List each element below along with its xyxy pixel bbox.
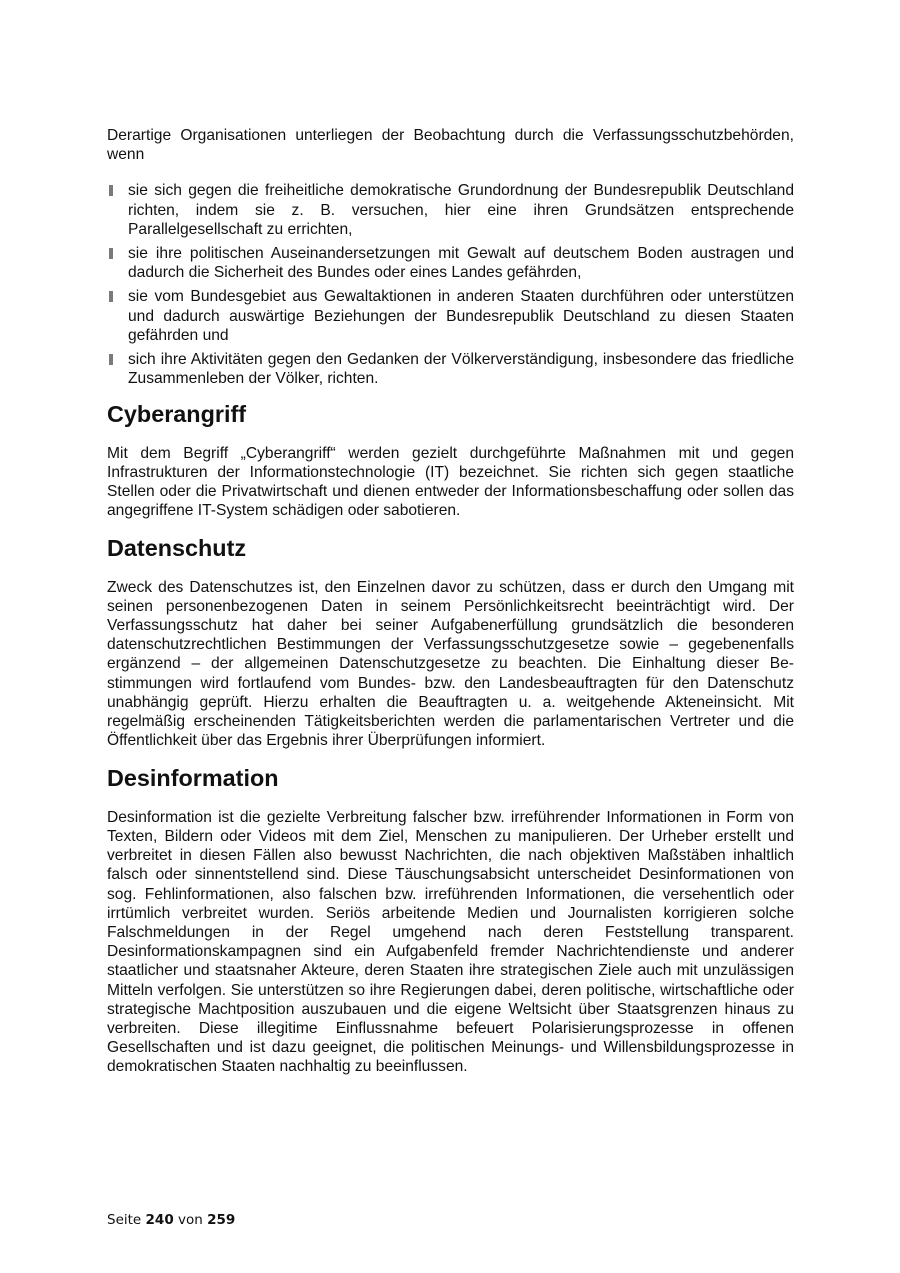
total-page-number: 259 (207, 1212, 236, 1228)
list-item-text: sich ihre Aktivitäten gegen den Gedanken der Völkerverständigung, insbesondere das friedliche Zusammenleben der Völker, richten. (128, 351, 794, 388)
list-item (107, 181, 794, 239)
list-item (107, 244, 794, 282)
section-heading-cyberangriff: Cyberangriff (107, 401, 247, 428)
footer-prefix: Seite (107, 1212, 142, 1228)
list-item-text: sie sich gegen die freiheitliche demokratische Grundordnung der Bundesrepublik Deutschland richten, indem sie z. B. versuchen, hier eine ihren Grundsätzen entsprechende Parallelgesellschaft zu errichten, (128, 182, 794, 238)
list-item-text: sie vom Bundesgebiet aus Gewaltaktionen in anderen Staaten durchführen oder unterstützen und dadurch auswärtige Beziehungen der Bundesrepublik Deutschland zu diesen Staaten gefährden und (128, 288, 794, 344)
criteria-list (107, 181, 794, 388)
bullet-marker-icon (109, 291, 113, 302)
current-page-number: 240 (145, 1212, 174, 1228)
document-body (107, 126, 794, 1096)
section-text-desinformation: Desinformation ist die gezielte Verbreitung falscher bzw. irreführender Informationen in Form von Texten, Bildern oder Videos mit dem Ziel, Menschen zu manipulieren. Der Urheber erstellt und verbreitet in diesen Fällen also bewusst Nachrichten, die nach objektiven Maßstäben inhaltlich falsch oder sinnentstellend sind. Diese Täuschungsabsicht unterscheidet Desinformationen von sog. Fehlinformationen, also falschen bzw. irreführenden Informationen, die versehentlich oder irrtümlich verbreitet wurden. Seriös arbeitende Medien und Journalisten korrigieren solche Falschmeldungen in der Regel umgehend nach deren Feststellung transparent. Desinformationskampagnen sind ein Aufgabenfeld fremder Nachrichtendienste und anderer staatlicher und staatsnaher Akteure, deren Staaten ihre strategischen Ziele auch mit unzulässigen Mitteln verfolgen. Sie unterstützen so ihre Regierungen dabei, deren politische, wirtschaftliche oder strategische Machtposition auszubauen und die eigene Weltsicht über Staatsgrenzen hinaus zu verbreiten. Diese illegitime Einflussnahme befeuert Polarisierungsprozesse in offenen Gesellschaften und ist dazu geeignet, die politischen Meinungs- und Willensbildungsprozesse in demokratischen Staaten nachhaltig zu beeinflussen. (107, 808, 794, 1076)
list-item (107, 350, 794, 388)
footer-separator: von (178, 1212, 203, 1228)
list-item (107, 287, 794, 345)
bullet-marker-icon (109, 248, 113, 259)
bullet-marker-icon (109, 354, 113, 365)
section-heading-desinformation: Desinformation (107, 765, 279, 792)
intro-paragraph: Derartige Organisationen unterliegen der Beobachtung durch die Verfassungsschutzbehörden, wenn (107, 127, 794, 164)
list-item-text: sie ihre politischen Auseinandersetzungen mit Gewalt auf deutschem Boden austragen und dadurch die Sicherheit des Bundes oder eines Landes gefährden, (128, 245, 794, 282)
section-text-datenschutz: Zweck des Datenschutzes ist, den Einzelnen davor zu schützen, dass er durch den Umgang mit seinen personenbezogenen Daten in seinem Persönlichkeitsrecht beeinträchtigt wird. Der Verfassungsschutz hat daher bei seiner Aufgabenerfüllung grundsätzlich die besonderen datenschutzrechtlichen Bestimmungen der Verfassungsschutzgesetze sowie – gegebenenfalls ergänzend – der allgemeinen Datenschutzgesetze zu beachten. Die Einhaltung dieser Be-stimmungen wird fortlaufend vom Bundes- bzw. den Landesbeauftragten für den Datenschutz unabhängig geprüft. Hierzu erhalten die Beauftragten u. a. weitgehende Akteneinsicht. Mit regelmäßig erscheinenden Tätigkeitsberichten werden die parlamentarischen Vertreter und die Öffentlichkeit über das Ergebnis ihrer Überprüfungen informiert. (107, 578, 794, 750)
bullet-marker-icon (109, 185, 113, 196)
section-text-cyberangriff: Mit dem Begriff „Cyberangriff“ werden gezielt durchgeführte Maßnahmen mit und gegen Infrastrukturen der Informationstechnologie (IT) bezeichnet. Sie richten sich gegen staatliche Stellen oder die Privatwirtschaft und dienen entweder der Informationsbeschaffung oder sollen das angegriffene IT-System schädigen oder sabotieren. (107, 444, 794, 520)
page-footer (107, 1212, 235, 1228)
section-heading-datenschutz: Datenschutz (107, 535, 247, 562)
